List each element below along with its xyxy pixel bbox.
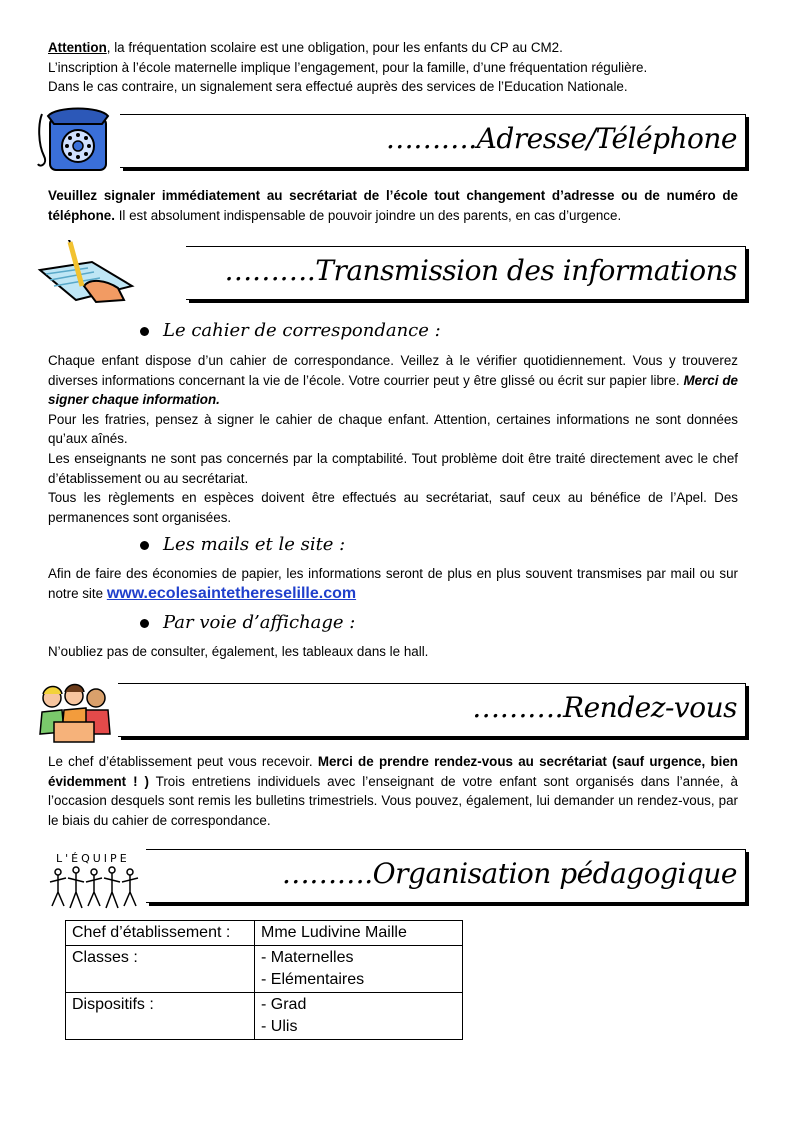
bullet-cahier [140,320,441,341]
cahier-p3: Les enseignants ne sont pas concernés par la comptabilité. Tout problème doit être traité directement avec le chef d’établissement ou au secrétariat. [48,450,738,486]
intro-line-1: , la fréquentation scolaire est une obligation, pour les enfants du CP au CM2. [106,40,563,55]
banner-rdv [118,683,746,737]
team-equipe-icon [42,848,142,921]
mails-text: Afin de faire des économies de papier, les informations seront de plus en plus souvent transmises par mail ou sur notre site [48,566,738,601]
table-cell-label: Classes : [66,946,255,993]
equipe-icon-text: L'ÉQUIPE [56,852,130,865]
table-cell-value [255,993,463,1040]
table-row [66,946,463,993]
rdv-bold-text: Merci de prendre rendez-vous au secrétariat (sauf urgence, bien évidemment ! ) [48,754,738,789]
table-value-line: - Elémentaires [261,971,365,988]
cahier-p1-text: Chaque enfant dispose d’un cahier de correspondance. Veillez à le vérifier quotidiennement. Vous y trouverez diverses informations concernant la vie de l’école. Votre courrier peut y être glissé ou écrit sur papier libre. [48,353,738,388]
writing-hand-icon [36,240,136,315]
heading-cahier: Le cahier de correspondance : [163,320,441,341]
section-title-org: ……….Organisation pédagogique [281,857,737,890]
rdv-paragraph [48,752,738,830]
bullet-dot [140,541,149,550]
address-bold-text: Veuillez signaler immédiatement au secrétariat de l’école tout changement d’adresse ou de numéro de téléphone. [48,188,738,223]
intro-line-2: L’inscription à l’école maternelle implique l’engagement, pour la famille, d’une fréquentation régulière. [48,59,648,75]
table-value-line: - Ulis [261,1018,298,1035]
section-title-info: ……….Transmission des informations [224,254,737,287]
cahier-p2: Pour les fratries, pensez à signer le cahier de chaque enfant. Attention, certaines informations ne sont données qu’aux aînés. [48,411,738,447]
organisation-table [65,920,463,1040]
mails-paragraph [48,564,738,603]
table-value-line: - Grad [261,996,307,1013]
affichage-paragraph [48,642,738,662]
cahier-p1-emphasis: Merci de signer chaque information. [48,372,738,408]
affichage-text: N’oubliez pas de consulter, également, les tableaux dans le hall. [48,644,429,659]
table-cell-value [255,946,463,993]
attention-label: Attention [48,40,107,55]
table-value-line: - Maternelles [261,949,354,966]
banner-org [146,849,746,903]
table-row [66,993,463,1040]
section-title-address: ……….Adresse/Téléphone [385,122,737,155]
heading-mails: Les mails et le site : [163,534,346,555]
bullet-dot [140,327,149,336]
section-title-rdv: ……….Rendez-vous [472,691,737,724]
rdv-text-1: Le chef d’établissement peut vous recevoir. [48,754,318,769]
table-row [66,921,463,946]
bullet-mails [140,534,345,555]
address-paragraph [48,186,738,225]
address-text: Il est absolument indispensable de pouvoir joindre un des parents, en cas d’urgence. [114,207,622,223]
table-cell-label: Chef d’établissement : [66,921,255,946]
website-link[interactable]: www.ecolesaintethereselille.com [106,584,357,602]
heading-affichage: Par voie d’affichage : [163,612,356,633]
table-cell-value [255,921,463,946]
intro-line-3: Dans le cas contraire, un signalement sera effectué auprès des services de l’Education Nationale. [48,79,628,95]
telephone-icon [36,104,114,179]
cahier-paragraphs [48,351,738,527]
banner-info [186,246,746,300]
table-cell-label: Dispositifs : [66,993,255,1040]
bullet-affichage [140,612,355,633]
cahier-p4: Tous les règlements en espèces doivent être effectués au secrétariat, sauf ceux au bénéfice de l’Apel. Des permanences sont organisées. [48,490,738,525]
bullet-dot [140,619,149,628]
banner-address [120,114,746,168]
rdv-text-2: Trois entretiens individuels avec l’enseignant de votre enfant sont organisés dans l’année, à l’occasion desquels sont remis les bulletins trimestriels. Vous pouvez, également, lui demander un rendez-vous, par le biais du cahier de correspondance. [48,773,738,828]
children-group-icon [36,682,116,747]
table-value-line: Mme Ludivine Maille [261,924,407,941]
intro-paragraph [48,38,738,97]
